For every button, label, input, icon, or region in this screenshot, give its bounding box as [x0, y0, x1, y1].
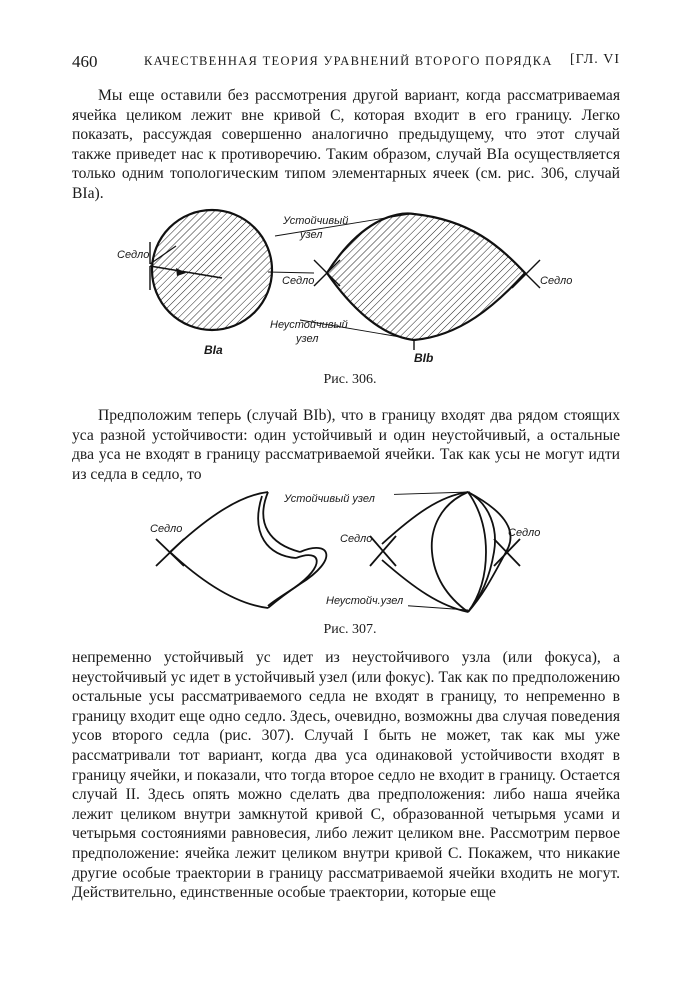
label-saddle-bia: Седло	[117, 249, 150, 261]
label-case-bia: BIa	[204, 343, 223, 357]
caption-307: Рис. 307.	[323, 622, 377, 637]
chapter-marker: [ГЛ. VI	[570, 52, 620, 67]
label-saddle-bib-left: Седло	[282, 275, 315, 287]
figure-306	[0, 206, 684, 366]
paragraph-1: Мы еще оставили без рассмотрения другой вариант, когда рассматриваемая ячейка целиком лежит вне кривой C, которая входит в его границу. Легко показать, рассуждая совершенно аналогично предыдущему, что этот случай также приведет нас к противоречию. Таким образом, случай BIa осуществляется только одним топологическим типом элементарных ячеек (см. рис. 306, случай BIa).	[72, 87, 620, 202]
page-number: 460	[72, 52, 98, 71]
label-stable-node-1: Устойчивый	[283, 215, 349, 227]
paragraph-3: непременно устойчивый ус идет из неустойчивого узла (или фокуса), а неустойчивый ус идет в устойчивый узел (или фокус). Так как по предположению остальные усы рассматриваемого седла не входят в границу, то непременно в границу входит еще одно седло. Здесь, очевидно, возможны два случая поведения усов второго седла (рис. 307). Случай I быть не может, так как мы уже рассматривали тот вариант, когда два уса одинаковой устойчивости входят в границу ячейки, и показали, что тогда второе седло не входит в границу. Остается случай II. Здесь опять можно сделать два предположения: либо наша ячейка лежит целиком внутри замкнутой кривой C, образованной четырьмя усами и четырьмя состояниями равновесия, либо лежит целиком вне. Рассмотрим первое предположение: ячейка лежит целиком внутри кривой C. Покажем, что никакие другие особые траектории в границу рассматриваемой ячейки входить не могут. Действительно, единственные особые траектории, которые еще	[72, 649, 620, 902]
label-stable-node-2: узел	[300, 229, 323, 241]
label-saddle-bib-right: Седло	[540, 275, 573, 287]
label-307-saddle-left: Седло	[150, 523, 183, 535]
paragraph-2: Предположим теперь (случай BIb), что в границу входят два рядом стоящих уса разной устойчивости: один устойчивый и один неустойчивый, а остальные два уса не входят в границу рассматриваемой ячейки. Так как усы не могут идти из седла в седло, то	[72, 407, 620, 483]
cell-lens-bib	[327, 214, 525, 340]
label-unstable-node-2: узел	[296, 333, 319, 345]
label-307-saddle-mid: Седло	[340, 533, 373, 545]
caption-306: Рис. 306.	[323, 372, 377, 387]
label-unstable-node-1: Неустойчивый	[270, 319, 348, 331]
label-307-stable-node: Устойчивый узел	[284, 493, 375, 505]
running-header	[72, 52, 620, 74]
label-307-unstable-node: Неустойч.узел	[326, 595, 404, 607]
label-case-bib: BIb	[414, 351, 434, 365]
label-307-saddle-right: Седло	[508, 527, 541, 539]
running-title: КАЧЕСТВЕННАЯ ТЕОРИЯ УРАВНЕНИЙ ВТОРОГО ПОРЯДКА	[144, 54, 553, 68]
figure-307	[0, 484, 684, 620]
